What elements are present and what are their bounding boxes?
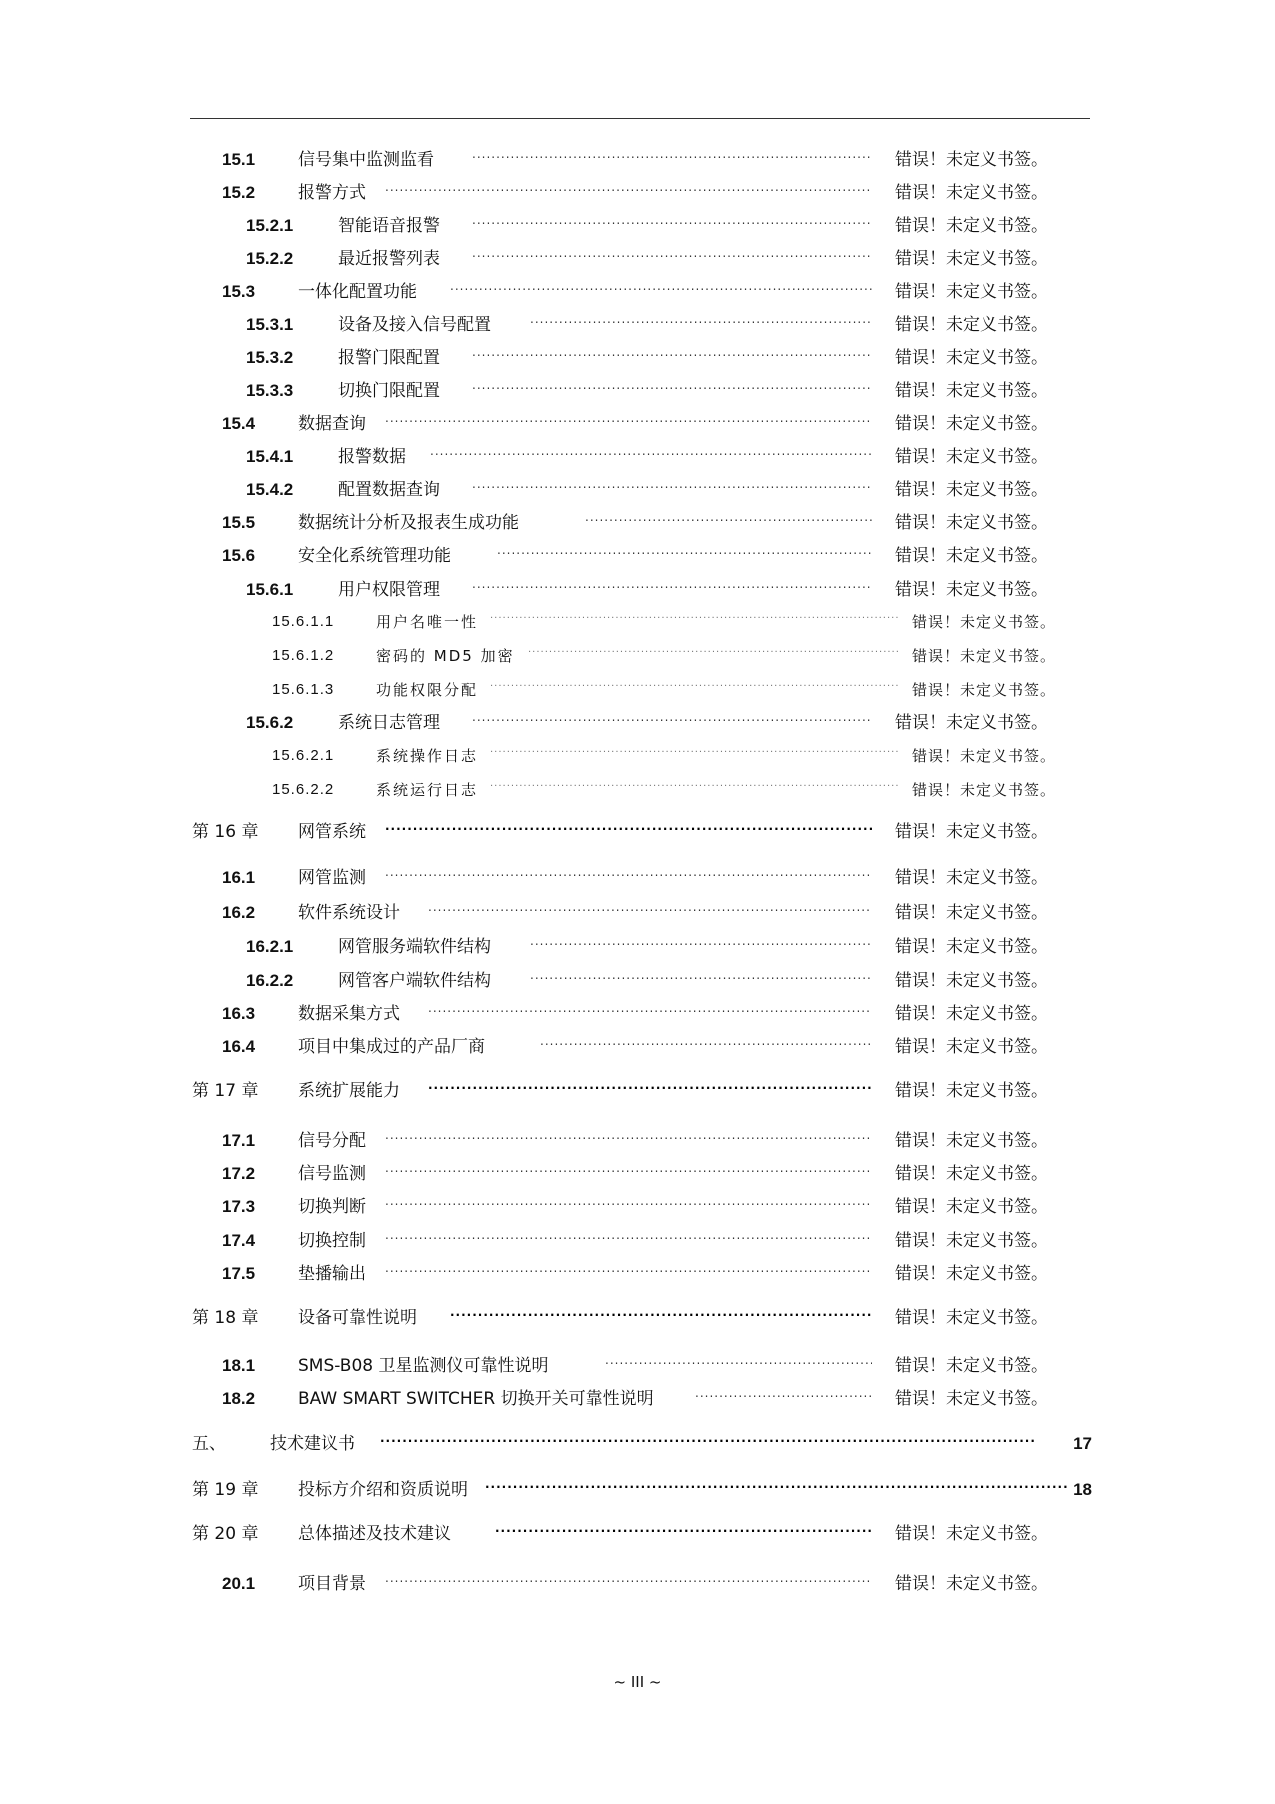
toc-entry-number: 第 18 章 — [192, 1308, 259, 1328]
toc-entry-number: 15.6.1 — [246, 580, 294, 599]
toc-error-text: 错误！未定义书签。 — [895, 1164, 1048, 1184]
toc-entry-number: 15.5 — [222, 513, 256, 532]
toc-error-text: 错误！未定义书签。 — [895, 1131, 1048, 1151]
toc-entry-number: 15.6.2.2 — [272, 781, 335, 798]
toc-error-text: 错误！未定义书签。 — [895, 937, 1048, 957]
toc-entry-number: 18.2 — [222, 1389, 256, 1408]
toc-entry-title: 网管服务端软件结构 — [338, 937, 491, 957]
toc-entry-title: 项目中集成过的产品厂商 — [298, 1037, 485, 1057]
toc-entry-number: 15.6.2.1 — [272, 747, 335, 764]
toc-leader-dots — [490, 608, 900, 636]
toc-entry[interactable] — [0, 1570, 1275, 1598]
toc-leader-dots — [428, 1077, 872, 1105]
toc-error-text: 错误！未定义书签。 — [895, 1524, 1048, 1544]
toc-entry[interactable] — [0, 967, 1275, 995]
toc-entry-title: 网管系统 — [298, 822, 366, 842]
toc-entry-title: 信号监测 — [298, 1164, 366, 1184]
toc-entry[interactable] — [0, 1033, 1275, 1061]
toc-error-text: 错误！未定义书签。 — [895, 1197, 1048, 1217]
header-rule — [190, 118, 1090, 119]
toc-error-text: 错误！未定义书签。 — [895, 480, 1048, 500]
toc-leader-dots — [428, 1000, 872, 1028]
toc-entry-title: 设备可靠性说明 — [298, 1308, 417, 1328]
toc-leader-dots — [472, 212, 872, 240]
toc-entry-title: 总体描述及技术建议 — [298, 1524, 451, 1544]
toc-leader-dots — [490, 742, 900, 770]
toc-entry-number: 20.1 — [222, 1574, 256, 1593]
toc-entry-number: 15.6.1.1 — [272, 613, 335, 630]
toc-entry-number: 15.4 — [222, 414, 256, 433]
toc-entry-number: 15.6.1.3 — [272, 681, 335, 698]
toc-leader-dots — [430, 443, 872, 471]
toc-leader-dots — [472, 344, 872, 372]
toc-entry[interactable] — [0, 1385, 1275, 1413]
toc-entry-title: 用户名唯一性 — [376, 613, 479, 631]
toc-entry[interactable] — [0, 576, 1275, 604]
toc-error-text: 错误！未定义书签。 — [912, 613, 1057, 631]
toc-entry[interactable] — [0, 146, 1275, 174]
toc-error-text: 错误！未定义书签。 — [895, 903, 1048, 923]
toc-leader-dots — [472, 476, 872, 504]
toc-entry-title: 最近报警列表 — [338, 249, 440, 269]
toc-entry-number: 15.3 — [222, 282, 256, 301]
toc-entry-number: 17.3 — [222, 1197, 256, 1216]
toc-entry-title: 用户权限管理 — [338, 580, 440, 600]
toc-entry-number: 15.4.2 — [246, 480, 294, 499]
toc-error-text: 错误！未定义书签。 — [895, 381, 1048, 401]
toc-entry[interactable] — [0, 1520, 1275, 1548]
toc-entry-title: 垫播输出 — [298, 1264, 366, 1284]
toc-entry[interactable] — [0, 245, 1275, 273]
toc-leader-dots — [385, 1127, 872, 1155]
toc-leader-dots — [428, 899, 872, 927]
toc-entry[interactable] — [0, 709, 1275, 737]
toc-entry-number: 16.1 — [222, 868, 256, 887]
toc-error-text: 错误！未定义书签。 — [895, 348, 1048, 368]
toc-entry[interactable] — [0, 542, 1275, 570]
toc-leader-dots — [385, 864, 872, 892]
toc-page-number: 18 — [1073, 1480, 1092, 1499]
toc-entry-title: 切换判断 — [298, 1197, 366, 1217]
toc-entry-number: 17.1 — [222, 1131, 256, 1150]
toc-leader-dots — [472, 245, 872, 273]
toc-error-text: 错误！未定义书签。 — [895, 315, 1048, 335]
toc-error-text: 错误！未定义书签。 — [895, 183, 1048, 203]
toc-entry[interactable] — [0, 1193, 1275, 1221]
toc-entry-number: 15.6 — [222, 546, 256, 565]
toc-entry-title: 一体化配置功能 — [298, 282, 417, 302]
toc-entry-number: 第 16 章 — [192, 822, 259, 842]
toc-entry-title: 信号分配 — [298, 1131, 366, 1151]
toc-error-text: 错误！未定义书签。 — [895, 1264, 1048, 1284]
toc-entry-title: 报警门限配置 — [338, 348, 440, 368]
toc-entry-number: 16.3 — [222, 1004, 256, 1023]
toc-entry-number: 15.1 — [222, 150, 256, 169]
toc-leader-dots — [472, 709, 872, 737]
toc-leader-dots — [530, 311, 872, 339]
toc-entry[interactable] — [0, 1304, 1275, 1332]
toc-entry-number: 第 17 章 — [192, 1081, 259, 1101]
toc-leader-dots — [385, 1227, 872, 1255]
toc-entry-title: 密码的 MD5 加密 — [376, 647, 515, 665]
toc-error-text: 错误！未定义书签。 — [895, 150, 1048, 170]
toc-entry-title: 报警方式 — [298, 183, 366, 203]
toc-entry-title: 项目背景 — [298, 1574, 366, 1594]
toc-entry[interactable] — [0, 818, 1275, 846]
toc-entry-number: 15.6.2 — [246, 713, 294, 732]
toc-entry[interactable] — [0, 278, 1275, 306]
toc-leader-dots — [528, 642, 900, 670]
toc-leader-dots — [385, 818, 872, 846]
toc-entry[interactable] — [0, 476, 1275, 504]
toc-entry-title: 软件系统设计 — [298, 903, 400, 923]
toc-leader-dots — [385, 179, 872, 207]
toc-entry[interactable] — [0, 311, 1275, 339]
toc-entry[interactable] — [0, 509, 1275, 537]
toc-error-text: 错误！未定义书签。 — [895, 216, 1048, 236]
toc-entry[interactable] — [0, 864, 1275, 892]
toc-entry-number: 15.3.2 — [246, 348, 294, 367]
toc-entry-number: 16.4 — [222, 1037, 256, 1056]
toc-entry-title: 技术建议书 — [270, 1434, 355, 1454]
toc-entry-title: 系统操作日志 — [376, 747, 479, 765]
toc-entry[interactable] — [0, 1260, 1275, 1288]
toc-entry-number: 17.4 — [222, 1231, 256, 1250]
toc-entry-title: 智能语音报警 — [338, 216, 440, 236]
toc-entry-title: 网管客户端软件结构 — [338, 971, 491, 991]
toc-entry[interactable] — [0, 1352, 1275, 1380]
toc-leader-dots — [540, 1033, 872, 1061]
toc-entry-title: 数据采集方式 — [298, 1004, 400, 1024]
toc-entry-title: SMS-B08 卫星监测仪可靠性说明 — [298, 1356, 549, 1376]
toc-leader-dots — [530, 967, 872, 995]
toc-entry-title: 投标方介绍和资质说明 — [298, 1480, 468, 1500]
toc-error-text: 错误！未定义书签。 — [895, 282, 1048, 302]
toc-leader-dots — [385, 1260, 872, 1288]
toc-page-number: 17 — [1073, 1434, 1092, 1453]
toc-error-text: 错误！未定义书签。 — [912, 647, 1057, 665]
toc-entry-number: 17.2 — [222, 1164, 256, 1183]
toc-entry[interactable] — [0, 212, 1275, 240]
toc-entry-title: 配置数据查询 — [338, 480, 440, 500]
toc-leader-dots — [490, 676, 900, 704]
toc-entry[interactable] — [0, 179, 1275, 207]
page-number-footer: ~ III ~ — [613, 1673, 662, 1691]
toc-error-text: 错误！未定义书签。 — [895, 868, 1048, 888]
toc-entry-number: 第 19 章 — [192, 1480, 259, 1500]
toc-entry[interactable] — [0, 742, 1275, 770]
toc-error-text: 错误！未定义书签。 — [895, 1356, 1048, 1376]
toc-entry[interactable] — [0, 608, 1275, 636]
toc-leader-dots — [472, 377, 872, 405]
toc-entry-number: 15.3.3 — [246, 381, 294, 400]
toc-error-text: 错误！未定义书签。 — [895, 1389, 1048, 1409]
toc-entry[interactable] — [0, 1430, 1275, 1458]
toc-entry-number: 第 20 章 — [192, 1524, 259, 1544]
toc-entry[interactable] — [0, 410, 1275, 438]
toc-leader-dots — [385, 1570, 872, 1598]
toc-leader-dots — [385, 1193, 872, 1221]
toc-leader-dots — [380, 1430, 1037, 1458]
toc-error-text: 错误！未定义书签。 — [895, 249, 1048, 269]
toc-entry[interactable] — [0, 1160, 1275, 1188]
toc-error-text: 错误！未定义书签。 — [895, 1004, 1048, 1024]
toc-entry-number: 15.4.1 — [246, 447, 294, 466]
toc-error-text: 错误！未定义书签。 — [895, 447, 1048, 467]
toc-leader-dots — [385, 1160, 872, 1188]
toc-entry[interactable] — [0, 1227, 1275, 1255]
toc-entry[interactable] — [0, 776, 1275, 804]
toc-entry-title: 系统日志管理 — [338, 713, 440, 733]
toc-entry-number: 15.2 — [222, 183, 256, 202]
toc-entry[interactable] — [0, 899, 1275, 927]
toc-entry-number: 五、 — [192, 1434, 226, 1454]
toc-leader-dots — [450, 1304, 872, 1332]
toc-leader-dots — [695, 1385, 872, 1413]
toc-entry[interactable] — [0, 1127, 1275, 1155]
toc-entry[interactable] — [0, 1077, 1275, 1105]
toc-error-text: 错误！未定义书签。 — [895, 1037, 1048, 1057]
toc-error-text: 错误！未定义书签。 — [912, 681, 1057, 699]
toc-leader-dots — [495, 1520, 872, 1548]
toc-error-text: 错误！未定义书签。 — [895, 713, 1048, 733]
toc-leader-dots — [472, 146, 872, 174]
toc-leader-dots — [585, 509, 872, 537]
toc-entry-title: 切换门限配置 — [338, 381, 440, 401]
toc-error-text: 错误！未定义书签。 — [895, 1081, 1048, 1101]
toc-entry-title: BAW SMART SWITCHER 切换开关可靠性说明 — [298, 1389, 654, 1409]
toc-error-text: 错误！未定义书签。 — [895, 1308, 1048, 1328]
toc-leader-dots — [450, 278, 872, 306]
toc-entry-number: 16.2 — [222, 903, 256, 922]
toc-entry-title: 切换控制 — [298, 1231, 366, 1251]
toc-entry[interactable] — [0, 642, 1275, 670]
toc-leader-dots — [605, 1352, 872, 1380]
toc-entry[interactable] — [0, 933, 1275, 961]
toc-entry-title: 数据查询 — [298, 414, 366, 434]
toc-entry-title: 报警数据 — [338, 447, 406, 467]
toc-leader-dots — [472, 576, 872, 604]
toc-error-text: 错误！未定义书签。 — [895, 546, 1048, 566]
toc-error-text: 错误！未定义书签。 — [895, 580, 1048, 600]
toc-entry[interactable] — [0, 344, 1275, 372]
toc-leader-dots — [530, 933, 872, 961]
toc-error-text: 错误！未定义书签。 — [895, 414, 1048, 434]
toc-entry-number: 15.3.1 — [246, 315, 294, 334]
toc-error-text: 错误！未定义书签。 — [895, 1574, 1048, 1594]
toc-entry-title: 安全化系统管理功能 — [298, 546, 451, 566]
toc-leader-dots — [485, 1476, 1069, 1504]
toc-entry-number: 15.2.1 — [246, 216, 294, 235]
toc-error-text: 错误！未定义书签。 — [895, 971, 1048, 991]
toc-entry[interactable] — [0, 1476, 1275, 1504]
toc-entry-title: 数据统计分析及报表生成功能 — [298, 513, 519, 533]
toc-entry-title: 系统运行日志 — [376, 781, 479, 799]
toc-entry[interactable] — [0, 443, 1275, 471]
toc-entry-title: 功能权限分配 — [376, 681, 479, 699]
toc-entry-title: 网管监测 — [298, 868, 366, 888]
toc-entry-number: 17.5 — [222, 1264, 256, 1283]
toc-error-text: 错误！未定义书签。 — [895, 1231, 1048, 1251]
toc-error-text: 错误！未定义书签。 — [912, 747, 1057, 765]
toc-entry-number: 15.2.2 — [246, 249, 294, 268]
toc-entry-title: 信号集中监测监看 — [298, 150, 434, 170]
toc-error-text: 错误！未定义书签。 — [895, 822, 1048, 842]
toc-error-text: 错误！未定义书签。 — [912, 781, 1057, 799]
toc-entry[interactable] — [0, 676, 1275, 704]
toc-leader-dots — [385, 410, 872, 438]
toc-entry-number: 16.2.2 — [246, 971, 294, 990]
toc-entry[interactable] — [0, 377, 1275, 405]
toc-leader-dots — [497, 542, 872, 570]
toc-entry[interactable] — [0, 1000, 1275, 1028]
toc-entry-title: 设备及接入信号配置 — [338, 315, 491, 335]
toc-entry-number: 18.1 — [222, 1356, 256, 1375]
toc-entry-number: 16.2.1 — [246, 937, 294, 956]
toc-entry-title: 系统扩展能力 — [298, 1081, 400, 1101]
toc-leader-dots — [490, 776, 900, 804]
toc-entry-number: 15.6.1.2 — [272, 647, 335, 664]
toc-error-text: 错误！未定义书签。 — [895, 513, 1048, 533]
